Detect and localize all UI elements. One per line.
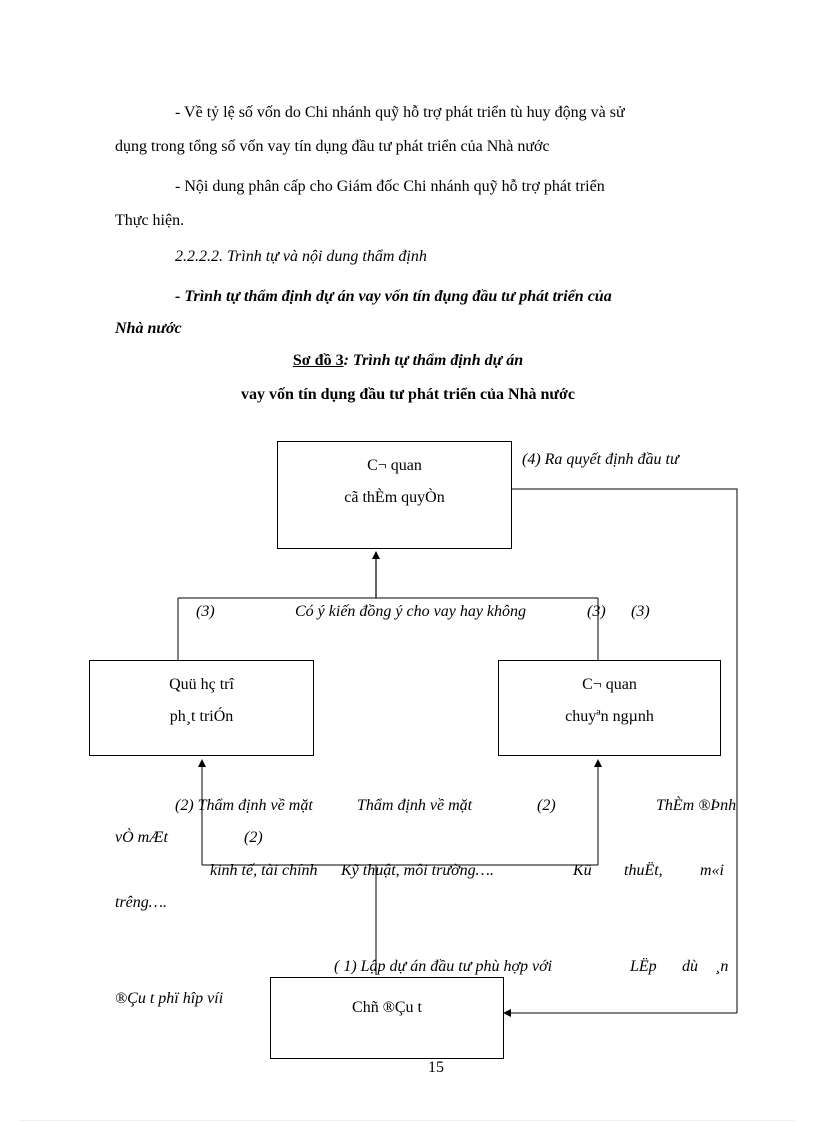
row6-label: ®Çu t phï hîp víi — [115, 990, 224, 1007]
row3-a: kinh tế, tài chính — [210, 862, 318, 879]
row2-a: vÒ mÆt — [115, 829, 168, 846]
bold-heading-line-1: - Trình tự thẩm định dự án vay vốn tín đụng đầu tư phát triển của — [175, 288, 612, 305]
decision-label: (4) Ra quyết định đầu tư — [522, 451, 679, 468]
row1-b: Thẩm định về mặt — [357, 797, 473, 814]
fund-box — [89, 660, 314, 756]
diagram-title-rest: : Trình tự thẩm định dự án — [343, 352, 524, 369]
row3-e: m«i — [700, 862, 724, 879]
row3-c: Kü — [573, 862, 592, 879]
row5-c: dù — [682, 958, 698, 975]
paragraph-2-line-2: Thực hiện. — [115, 212, 185, 229]
fund-line-2: ph¸t triÓn — [169, 708, 234, 725]
page-number: 15 — [428, 1059, 444, 1076]
diagram-title-label: Sơ đồ 3 — [292, 352, 344, 369]
paragraph-1-line-1: - Về tỷ lệ số vốn do Chi nhánh quỹ hỗ trợ phát triển tù huy động và sử — [175, 104, 625, 121]
row1-c: (2) — [537, 797, 556, 814]
authority-line-1: C¬ quan — [367, 457, 422, 474]
fund-line-1: Quü hç trî — [169, 676, 234, 693]
row5-d: ¸n — [715, 958, 729, 975]
row2-b: (2) — [244, 829, 263, 846]
ministry-line-2: chuyªn ngµnh — [565, 708, 654, 725]
row3-d: thuËt, — [624, 862, 663, 879]
section-heading-text: 2.2.2.2. Trình tự và nội dung thẩm định — [175, 248, 427, 265]
row3-b: Kỹ thuật, môi trường…. — [341, 862, 494, 879]
three-left-label: (3) — [196, 603, 215, 620]
ministry-box — [498, 660, 721, 756]
row1-d: ThÈm ®Þnh — [656, 797, 737, 814]
ministry-line-1: C¬ quan — [582, 676, 637, 693]
three-mid-label: (3) — [587, 603, 606, 620]
row5-a: ( 1) Lập dự án đầu tư phù hợp với — [334, 958, 553, 975]
investor-label: Chñ ®Çu t — [352, 999, 422, 1016]
authority-line-2: cã thÈm quyÒn — [344, 489, 445, 506]
opinion-label: Có ý kiến đồng ý cho vay hay không — [295, 603, 527, 620]
authority-box — [277, 441, 512, 549]
row4-label: trêng…. — [115, 894, 167, 911]
investor-box — [270, 977, 504, 1059]
row1-a: (2) Thẩm định về mặt — [175, 797, 313, 814]
paragraph-1-line-2: dụng trong tổng số vốn vay tín dụng đầu tư phát triển của Nhà nước — [115, 138, 550, 155]
page-bottom-rule — [20, 1120, 796, 1121]
three-right-label: (3) — [631, 603, 650, 620]
diagram-title-line-2: vay vốn tín dụng đầu tư phát triển của Nhà nước — [241, 386, 575, 403]
row5-b: LËp — [630, 958, 657, 975]
bold-heading-line-2: Nhà nước — [115, 320, 182, 337]
paragraph-2-line-1: - Nội dung phân cấp cho Giám đốc Chi nhánh quỹ hỗ trợ phát triển — [175, 178, 605, 195]
